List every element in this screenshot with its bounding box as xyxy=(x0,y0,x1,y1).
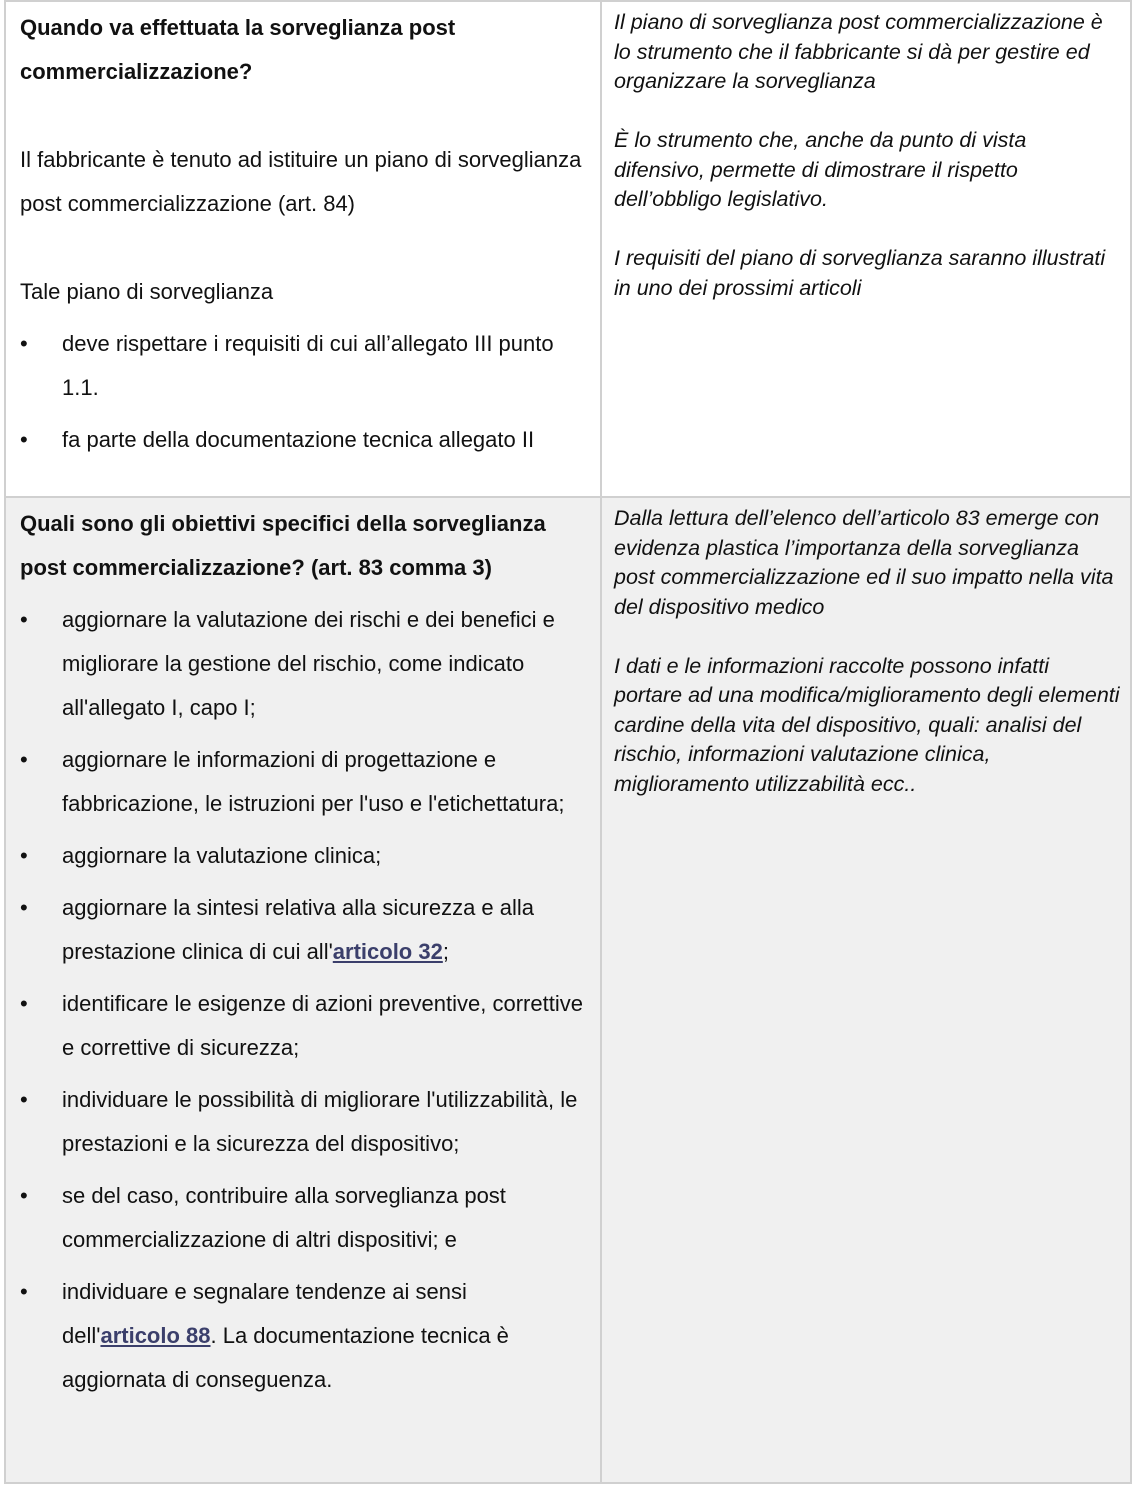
table-row xyxy=(5,1,1131,497)
comment-paragraph: I dati e le informazioni raccolte possono infatti portare ad una modifica/miglioramento degli elementi cardine della vita del dispositivo, quali: analisi del rischio, informazioni valutazione clinica, miglioramento utilizzabilità ecc.. xyxy=(614,653,1120,796)
left-cell xyxy=(5,1,601,497)
list-item: • individuare e segnalare tendenze ai sensi dell'articolo 88. La documentazione tecnica è aggiornata di conseguenza. xyxy=(20,1270,586,1402)
list-item: • aggiornare la valutazione clinica; xyxy=(20,834,586,878)
bullet-icon: • xyxy=(20,1087,28,1112)
bullet-icon: • xyxy=(20,427,28,452)
right-cell xyxy=(601,1,1131,497)
article-32-link[interactable]: articolo 32 xyxy=(332,939,443,964)
comment-paragraph: È lo strumento che, anche da punto di vista difensivo, permette di dimostrare il rispetto dell’obbligo legislativo. xyxy=(614,128,1027,211)
bullet-icon: • xyxy=(20,991,28,1016)
bullet-icon: • xyxy=(20,331,28,356)
section1-intro: Tale piano di sorveglianza xyxy=(20,279,274,304)
list-item: • aggiornare la valutazione dei rischi e dei benefici e migliorare la gestione del rischio, come indicato all'allegato I, capo I; xyxy=(20,598,586,730)
section2-question: Quali sono gli obiettivi specifici della sorveglianza post commercializzazione? (art. 83 comma 3) xyxy=(20,511,546,580)
section2-bullet-list xyxy=(20,598,586,1402)
list-item: • aggiornare le informazioni di progettazione e fabbricazione, le istruzioni per l'uso e l'etichettatura; xyxy=(20,738,586,826)
list-item: • individuare le possibilità di migliorare l'utilizzabilità, le prestazioni e la sicurezza del dispositivo; xyxy=(20,1078,586,1166)
bullet-icon: • xyxy=(20,1279,28,1304)
list-item: • aggiornare la sintesi relativa alla sicurezza e alla prestazione clinica di cui all'articolo 32; xyxy=(20,886,586,974)
section1-bullet-list xyxy=(20,322,586,462)
left-cell xyxy=(5,497,601,1483)
list-item: • identificare le esigenze di azioni preventive, correttive e correttive di sicurezza; xyxy=(20,982,586,1070)
list-item: • fa parte della documentazione tecnica allegato II xyxy=(20,418,586,462)
bullet-icon: • xyxy=(20,895,28,920)
table-row xyxy=(5,497,1131,1483)
list-item: • deve rispettare i requisiti di cui all’allegato III punto 1.1. xyxy=(20,322,586,410)
comment-paragraph: Dalla lettura dell’elenco dell’articolo 83 emerge con evidenza plastica l’importanza della sorveglianza post commercializzazione ed il suo impatto nella vita del dispositivo medico xyxy=(614,506,1114,619)
section1-paragraph: Il fabbricante è tenuto ad istituire un piano di sorveglianza post commercializzazione (art. 84) xyxy=(20,147,582,216)
bullet-icon: • xyxy=(20,607,28,632)
comment-paragraph: I requisiti del piano di sorveglianza saranno illustrati in uno dei prossimi articoli xyxy=(614,246,1106,300)
right-cell xyxy=(601,497,1131,1483)
bullet-icon: • xyxy=(20,1183,28,1208)
section1-question: Quando va effettuata la sorveglianza post commercializzazione? xyxy=(20,15,456,84)
bullet-icon: • xyxy=(20,747,28,772)
article-88-link[interactable]: articolo 88 xyxy=(100,1323,211,1348)
comment-paragraph: Il piano di sorveglianza post commercializzazione è lo strumento che il fabbricante si dà per gestire ed organizzare la sorveglianza xyxy=(614,10,1103,93)
bullet-icon: • xyxy=(20,843,28,868)
list-item: • se del caso, contribuire alla sorveglianza post commercializzazione di altri dispositivi; e xyxy=(20,1174,586,1262)
document-table xyxy=(4,0,1132,1484)
